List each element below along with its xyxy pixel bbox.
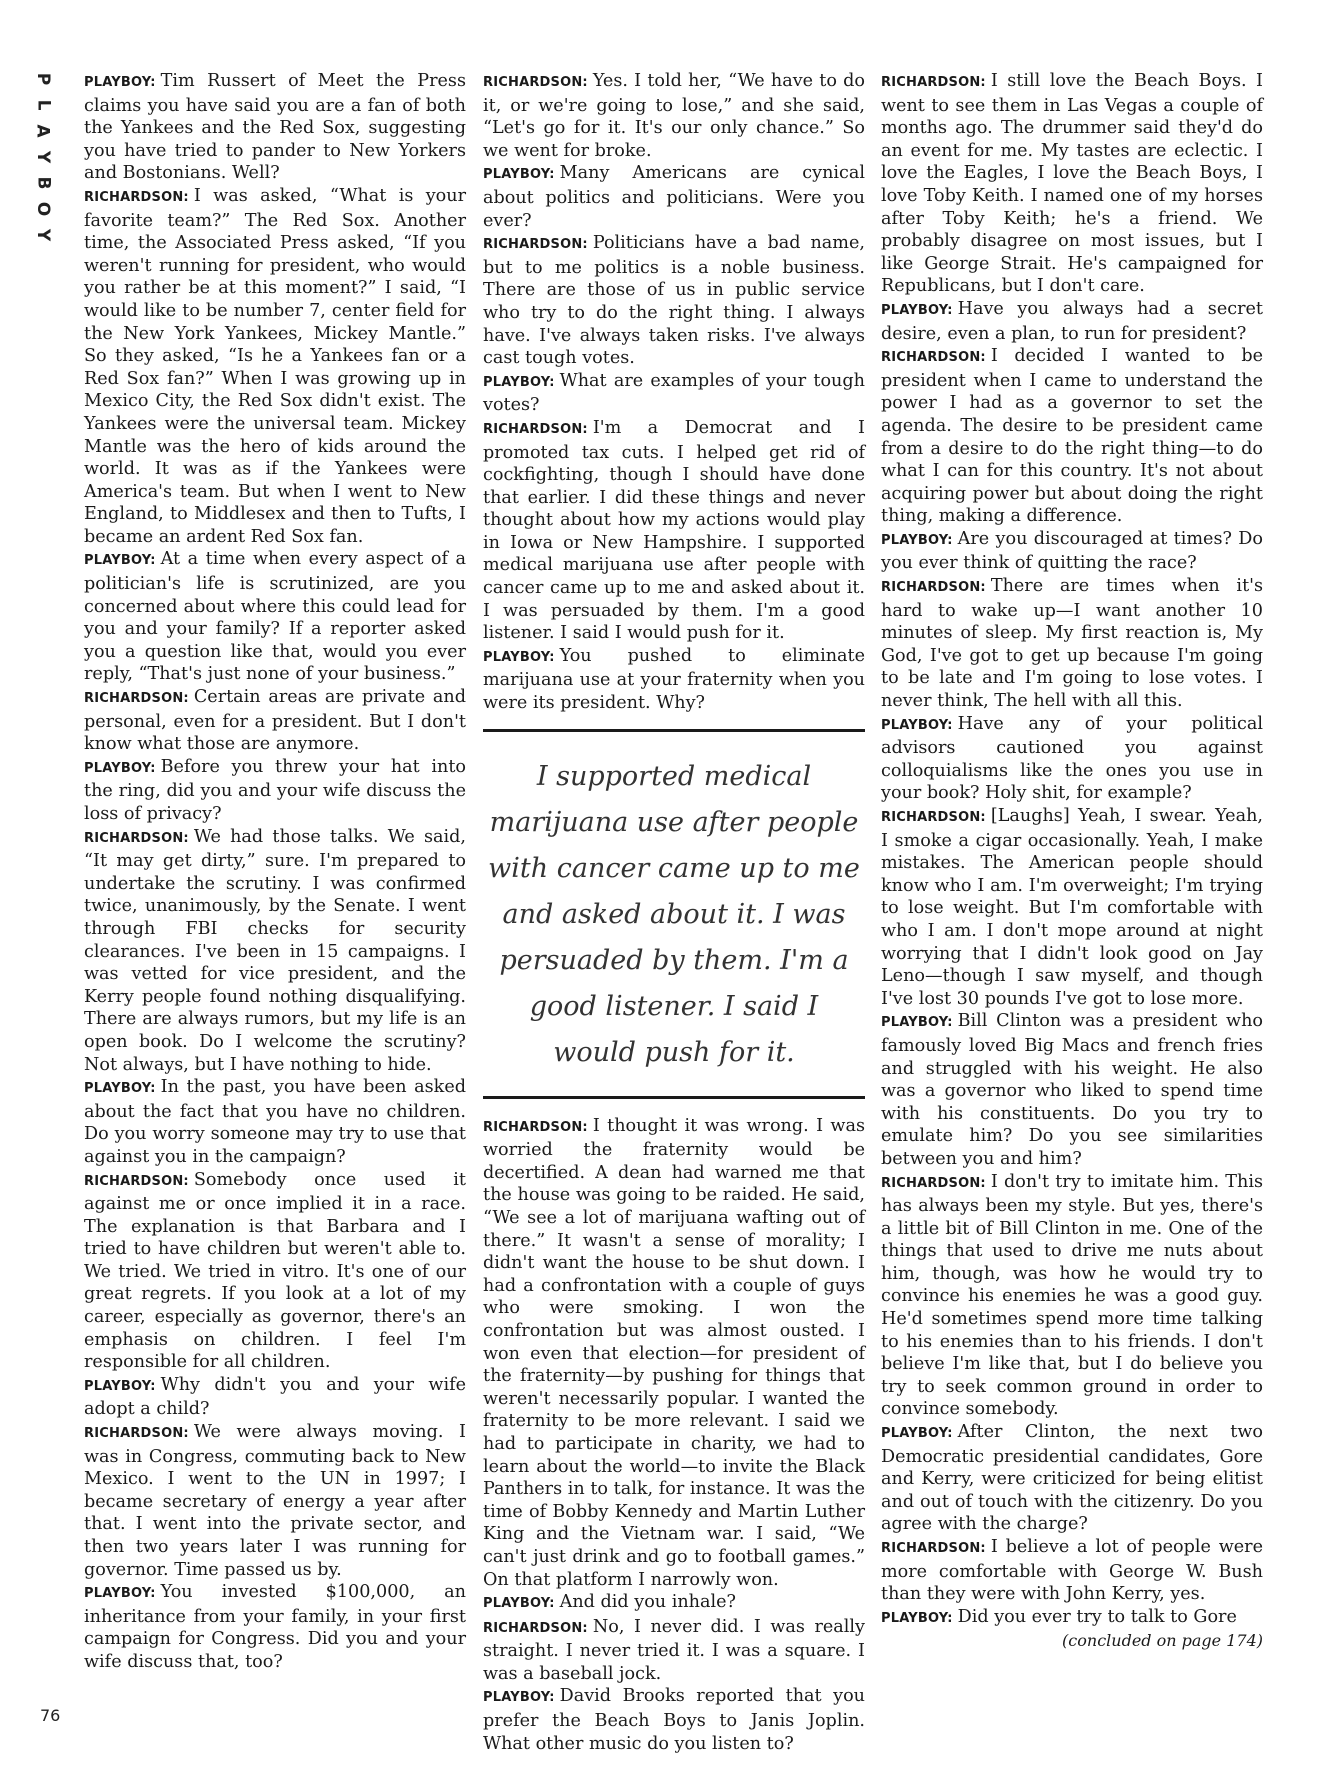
speaker-label: RICHARDSON: [881,580,986,596]
interview-paragraph [84,1169,466,1374]
interview-paragraph [84,1076,466,1168]
interview-paragraph [881,528,1263,575]
interview-paragraph [881,1010,1263,1170]
speaker-label: RICHARDSON: [881,810,986,825]
speaker-label: RICHARDSON: [483,1119,588,1135]
page-number: 76 [40,1706,61,1725]
speaker-label: RICHARDSON: [483,237,588,253]
paragraph-text: Many Americans are cynical about politics and politicians. Were you ever? [483,163,865,231]
paragraph-text: No, I never did. I was really straight. I never tried it. I was a square. I was a baseball jock. [483,1616,865,1684]
paragraph-text: Certain areas are private and personal, even for a president. But I don't know what those are anymore. [84,687,466,755]
speaker-label: RICHARDSON: [483,421,588,437]
interview-paragraph [483,417,865,645]
paragraph-text: [Laughs] Yeah, I swear. Yeah, I smoke a cigar occasionally. Yeah, I make mistakes. The American people should know who I am. I'm overweight; I'm trying to lose weight. But I'm comfortable with who I am. I don't mope around at night worrying that I didn't look good on Jay Leno—though I saw myself, and though I've lost 30 pounds I've got to lose more. [881,806,1263,1009]
speaker-label: RICHARDSON: [881,1541,986,1556]
speaker-label: RICHARDSON: [84,189,189,205]
speaker-label: RICHARDSON: [84,830,189,846]
interview-paragraph [881,1536,1263,1606]
paragraph-text: Before you threw your hat into the ring, did you and your wife discuss the loss of privacy? [84,756,466,824]
side-label-letter: O [32,201,53,217]
paragraph-text: You pushed to eliminate marijuana use at your fraternity when you were its president. Why? [483,645,865,714]
paragraph-text: I'm a Democrat and I promoted tax cuts. I helped get rid of cockfighting, though I should have done that earlier. I did these things and never thought about how my actions would play in Iowa or New Hampshire. I supported medical marijuana use after people with cancer came up to me and asked about it. I was persuaded by them. I'm a good listener. I said I would push for it. [483,417,865,644]
paragraph-text: I decided I wanted to be president when I came to understand the power I had as a governor to set the agenda. The desire to be president came from a desire to do the right thing—to do what I can for this country. It's not about acquiring power but about doing the right thing, making a difference. [881,346,1263,527]
side-label-letter: A [32,124,53,138]
speaker-label: RICHARDSON: [84,691,189,707]
side-label-letter: B [33,176,53,190]
speaker-label: RICHARDSON: [483,75,588,90]
side-label-letter: Y [33,150,53,164]
paragraph-text: There are times when it's hard to wake up—I want another 10 minutes of sleep. My first reaction is, My God, I've got to get up because I'm going to be late and I'm going to lose votes. I never think, The hell with all this. [881,576,1263,712]
speaker-label: PLAYBOY: [881,1426,953,1442]
paragraph-text: In the past, you have been asked about the fact that you have no children. Do you worry someone may try to use that against you in the campaign? [84,1077,466,1167]
paragraph-text: David Brooks reported that you prefer the Beach Boys to Janis Joplin. What other music do you listen to? [483,1686,865,1754]
interview-paragraph [84,826,466,1077]
paragraph-text: Politicians have a bad name, but to me politics is a noble business. There are those of us in public service who try to do the right thing. I always have. I've always taken risks. I've always cast tough votes. [483,233,865,369]
speaker-label: PLAYBOY: [881,302,953,318]
continued-note: (concluded on page 174) [1062,1631,1263,1651]
pull-quote: I supported medical marijuana use after people with cancer came up to me and asked about it. I was persuaded by them. I'm a good listener. I said I would push for it. [483,729,865,1099]
column-2-top-text [483,70,865,715]
paragraph-text: I was asked, “What is your favorite team?” The Red Sox. Another time, the Associated Press asked, “If you weren't running for president, who would you rather be at this moment?” I said, “I would like to be number 7, center field for the New York Yankees, Mickey Mantle.” So they asked, “Is he a Yankees fan or a Red Sox fan?” When I was growing up in Mexico City, the Red Sox didn't exist. The Yankees were the universal team. Mickey Mantle was the hero of kids around the world. It was as if the Yankees were America's team. But when I went to New England, to Middlesex and then to Tufts, I became an ardent Red Sox fan. [84,185,466,547]
speaker-label: PLAYBOY: [881,1610,953,1626]
speaker-label: PLAYBOY: [84,553,156,569]
paragraph-text: Somebody once used it against me or once implied it in a race. The explanation is that Barbara and I tried to have children but weren't able to. We tried. We tried in vitro. It's one of our great regrets. If you look at a lot of my career, especially as governor, there's an emphasis on children. I feel I'm responsible for all children. [84,1169,466,1373]
speaker-label: PLAYBOY: [483,167,555,183]
paragraph-text: Why didn't you and your wife adopt a child? [84,1374,466,1420]
interview-paragraph [881,1421,1263,1536]
interview-paragraph [84,1421,466,1581]
paragraph-text: Are you discouraged at times? Do you ever think of quitting the race? [881,528,1263,574]
interview-paragraph [84,185,466,549]
interview-paragraph [881,575,1263,713]
paragraph-text: At a time when every aspect of a politician's life is scrutinized, are you concerned about where this could lead for you and your family? If a reporter asked you a question like that, would you ever reply, “That's just none of your business.” [84,549,466,685]
side-label-letter: P [33,72,53,86]
column-2-bottom-text [483,1115,865,1756]
paragraph-text: You invested $100,000, an inheritance from your family, in your first campaign for Congress. Did you and your wife discuss that, too? [84,1582,466,1672]
article-column-1 [84,70,466,1674]
paragraph-text: Have you always had a secret desire, even a plan, to run for president? [881,298,1263,344]
interview-paragraph [483,232,865,370]
interview-paragraph [483,1616,865,1686]
paragraph-text: We had those talks. We said, “It may get dirty,” sure. I'm prepared to undertake the scrutiny. I was confirmed twice, unanimously, by the Senate. I went through FBI checks for security clearances. I've been in 15 campaigns. I was vetted for vice president, and the Kerry people found nothing disqualifying. There are always rumors, but my life is an open book. Do I welcome the scrutiny? Not always, but I have nothing to hide. [84,826,466,1075]
speaker-label: PLAYBOY: [84,75,156,90]
paragraph-text: I still love the Beach Boys. I went to see them in Las Vegas a couple of months ago. The drummer said they'd do an event for me. My tastes are eclectic. I love the Eagles, I love the Beach Boys, I love Toby Keith. I named one of my horses after Toby Keith; he's a friend. We probably disagree on most issues, but I like George Strait. He's campaigned for Republicans, but I don't care. [881,71,1263,297]
speaker-label: RICHARDSON: [84,1426,189,1442]
interview-paragraph [483,370,865,417]
paragraph-text: Tim Russert of Meet the Press claims you have said you are a fan of both the Yankees and the Red Sox, suggesting you have tried to pander to New Yorkers and Bostonians. Well? [84,71,466,184]
paragraph-text: We were always moving. I was in Congress, commuting back to New Mexico. I went to the UN in 1997; I became secretary of energy a year after that. I went into the private sector, and then two years later I was running for governor. Time passed us by. [84,1422,466,1580]
paragraph-text: I don't try to imitate him. This has always been my style. But yes, there's a little bit of Bill Clinton in me. One of the things that used to drive me nuts about him, though, was how he would try to convince his enemies he was a good guy. He'd sometimes spend more time talking to his enemies than to his friends. I don't believe I'm like that, but I do believe you try to seek common ground in order to convince somebody. [881,1171,1263,1420]
speaker-label: RICHARDSON: [881,350,986,366]
speaker-label: PLAYBOY: [483,374,555,390]
interview-paragraph [881,713,1263,805]
speaker-label: PLAYBOY: [483,1690,555,1706]
speaker-label: PLAYBOY: [84,1586,156,1602]
interview-paragraph [881,70,1263,298]
paragraph-text: Yes. I told her, “We have to do it, or we're going to lose,” and she said, “Let's go for it. It's our only chance.” So we went for broke. [483,71,865,161]
side-label-letter: Y [33,228,53,242]
paragraph-text: Did you ever try to talk to Gore [957,1606,1237,1627]
article-column-2 [483,70,865,1755]
paragraph-text: What are examples of your tough votes? [483,370,865,416]
interview-paragraph [483,1685,865,1755]
magazine-side-label [30,66,56,248]
speaker-label: PLAYBOY: [881,532,953,548]
paragraph-text: I thought it was wrong. I was worried the fraternity would be decertified. A dean had warned me that the house was going to be raided. He said, “We see a lot of marijuana wafting out of there.” It wasn't a sense of morality; I didn't want the house to be shut down. I had a confrontation with a couple of guys who were smoking. I won the confrontation but was almost ousted. I won even that election—for president of the fraternity—by pushing for things that weren't necessarily popular. I wanted the fraternity to be more relevant. I said we had to participate in charity, we had to learn about the world—to invite the Black Panthers in to talk, for instance. It was the time of Bobby Kennedy and Martin Luther King and the Vietnam war. I said, “We can't just drink and go to football games.” On that platform I narrowly won. [483,1115,865,1590]
interview-paragraph [483,162,865,232]
speaker-label: PLAYBOY: [483,649,555,665]
speaker-label: PLAYBOY: [881,1015,953,1031]
interview-paragraph [881,1171,1263,1422]
article-column-3 [881,70,1263,1653]
speaker-label: RICHARDSON: [881,75,986,90]
speaker-label: RICHARDSON: [483,1620,588,1636]
interview-paragraph [483,1591,865,1616]
interview-paragraph [84,686,466,756]
interview-paragraph [84,1374,466,1421]
speaker-label: PLAYBOY: [881,717,953,733]
paragraph-text: After Clinton, the next two Democratic presidential candidates, Gore and Kerry, were criticized for being elitist and out of touch with the citizenry. Do you agree with the charge? [881,1422,1263,1535]
paragraph-text: Have any of your political advisors cautioned you against colloquialisms like the ones you use in your book? Holy shit, for example? [881,713,1263,804]
interview-paragraph [881,1606,1263,1631]
paragraph-text: And did you inhale? [559,1592,736,1613]
interview-paragraph [483,1115,865,1591]
paragraph-text: Bill Clinton was a president who famously loved Big Macs and french fries and struggled with his weight. He also was a governor who liked to spend time with his constituents. Do you try to emulate him? Do you see similarities between you and him? [881,1011,1263,1169]
column-3-text [881,70,1263,1630]
interview-paragraph [84,756,466,826]
interview-paragraph [84,70,466,185]
speaker-label: PLAYBOY: [84,1081,156,1097]
interview-paragraph [84,548,466,686]
interview-paragraph [881,298,1263,345]
speaker-label: PLAYBOY: [483,1596,555,1612]
speaker-label: PLAYBOY: [84,1378,156,1394]
interview-paragraph [483,70,865,162]
interview-paragraph [881,805,1263,1010]
interview-paragraph [483,645,865,715]
interview-paragraph [84,1581,466,1673]
side-label-letter: L [33,99,53,111]
speaker-label: RICHARDSON: [881,1175,986,1191]
paragraph-text: I believe a lot of people were more comfortable with George W. Bush than they were with John Kerry, yes. [881,1537,1263,1605]
speaker-label: PLAYBOY: [84,760,156,776]
speaker-label: RICHARDSON: [84,1173,189,1189]
interview-paragraph [881,345,1263,528]
